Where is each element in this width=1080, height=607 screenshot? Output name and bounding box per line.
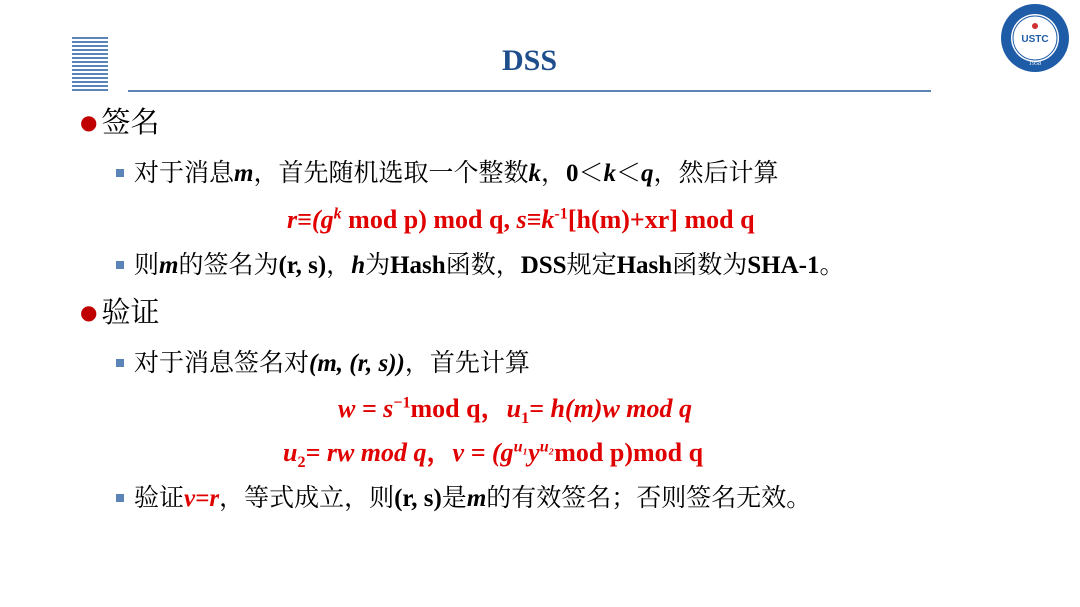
verify-step-2 (116, 482, 811, 515)
sup-inv: −1 (393, 394, 411, 412)
sign-formula (287, 204, 755, 236)
bullet-dot: ● (80, 300, 98, 324)
condition-v-eq-r: v=r (184, 485, 220, 512)
sep: ， (426, 438, 453, 467)
sep: , (503, 205, 517, 234)
formula-v: v = (g (452, 438, 514, 467)
pair-rs: (r, s) (394, 485, 442, 512)
text: ， (326, 250, 352, 279)
hash-word: Hash (616, 252, 673, 279)
less-than: ＜ (578, 158, 604, 187)
square-bullet (116, 359, 124, 367)
sep: ， (480, 394, 507, 423)
heading-verify: 验证 (101, 295, 160, 329)
sign-step-1 (116, 157, 779, 190)
text: 函数， (445, 250, 521, 279)
text: 的有效签名；否则签名无效。 (486, 483, 812, 512)
formula-u2-rest: = rw mod q (305, 438, 427, 467)
heading-sign: 签名 (101, 105, 160, 139)
text: 函数为 (672, 250, 748, 279)
var-q: q (641, 160, 654, 187)
verify-formula-2 (283, 437, 704, 472)
bullet-dot: ● (80, 110, 98, 134)
text: ，首先计算 (404, 348, 530, 377)
tuple: (m, (r, s)) (309, 350, 405, 377)
var-m: m (234, 160, 254, 187)
var-h: h (351, 252, 366, 279)
formula-v-rest: mod p)mod q (554, 438, 704, 467)
text: 对于消息签名对 (134, 348, 310, 377)
text: 是 (441, 483, 467, 512)
text: 对于消息 (134, 158, 235, 187)
formula-w-rest: mod q (410, 394, 481, 423)
text: ，等式成立，则 (219, 483, 395, 512)
verify-step-1 (116, 347, 530, 380)
zero: 0 (566, 160, 579, 187)
square-bullet (116, 494, 124, 502)
formula-s-rest: [h(m)+xr] mod q (567, 205, 755, 234)
sub-1: 1 (521, 410, 530, 428)
var-k: k (603, 160, 617, 187)
hash-word: Hash (390, 252, 446, 279)
sup-u1: u₁ (513, 438, 529, 456)
square-bullet (116, 261, 124, 269)
square-bullet (116, 169, 124, 177)
text: 则 (134, 250, 160, 279)
sup-inv: -1 (554, 205, 568, 223)
slide-title: DSS (501, 44, 558, 77)
title-divider (128, 90, 931, 92)
formula-w: w = s (338, 394, 394, 423)
less-than: ＜ (616, 158, 642, 187)
text: 的签名为 (178, 250, 279, 279)
text: ，首先随机选取一个整数 (253, 158, 529, 187)
bullet-sign (80, 106, 159, 141)
verify-formula-1 (338, 393, 693, 428)
bullet-verify (80, 296, 159, 331)
sup-k: k (333, 205, 342, 223)
sup-u2: u₂ (539, 438, 555, 456)
sub-2: 2 (297, 454, 306, 472)
var-k: k (528, 160, 541, 187)
decorative-stripes (72, 37, 108, 93)
var-m: m (159, 252, 179, 279)
logo-text: USTC (1021, 34, 1049, 45)
text: ， (540, 158, 566, 187)
dss-word: DSS (520, 252, 567, 279)
text: 。 (819, 250, 845, 279)
sha-word: SHA-1 (747, 252, 820, 279)
text: 规定 (566, 250, 617, 279)
text: 验证 (134, 483, 185, 512)
var-u2: u (283, 438, 298, 467)
var-u1: u (506, 394, 522, 423)
university-logo (999, 2, 1071, 74)
formula-r-rest: mod p) mod q (341, 205, 504, 234)
pair-rs: (r, s) (278, 252, 327, 279)
logo-year: 1958 (1029, 61, 1041, 67)
text: ，然后计算 (653, 158, 779, 187)
formula-s: s≡k (516, 205, 555, 234)
text: 为 (365, 250, 391, 279)
var-m: m (466, 485, 487, 512)
formula-u1-rest: = h(m)w mod q (529, 394, 693, 423)
sign-step-2 (116, 249, 844, 282)
formula-r: r≡(g (287, 205, 334, 234)
var-y: y (528, 438, 540, 467)
